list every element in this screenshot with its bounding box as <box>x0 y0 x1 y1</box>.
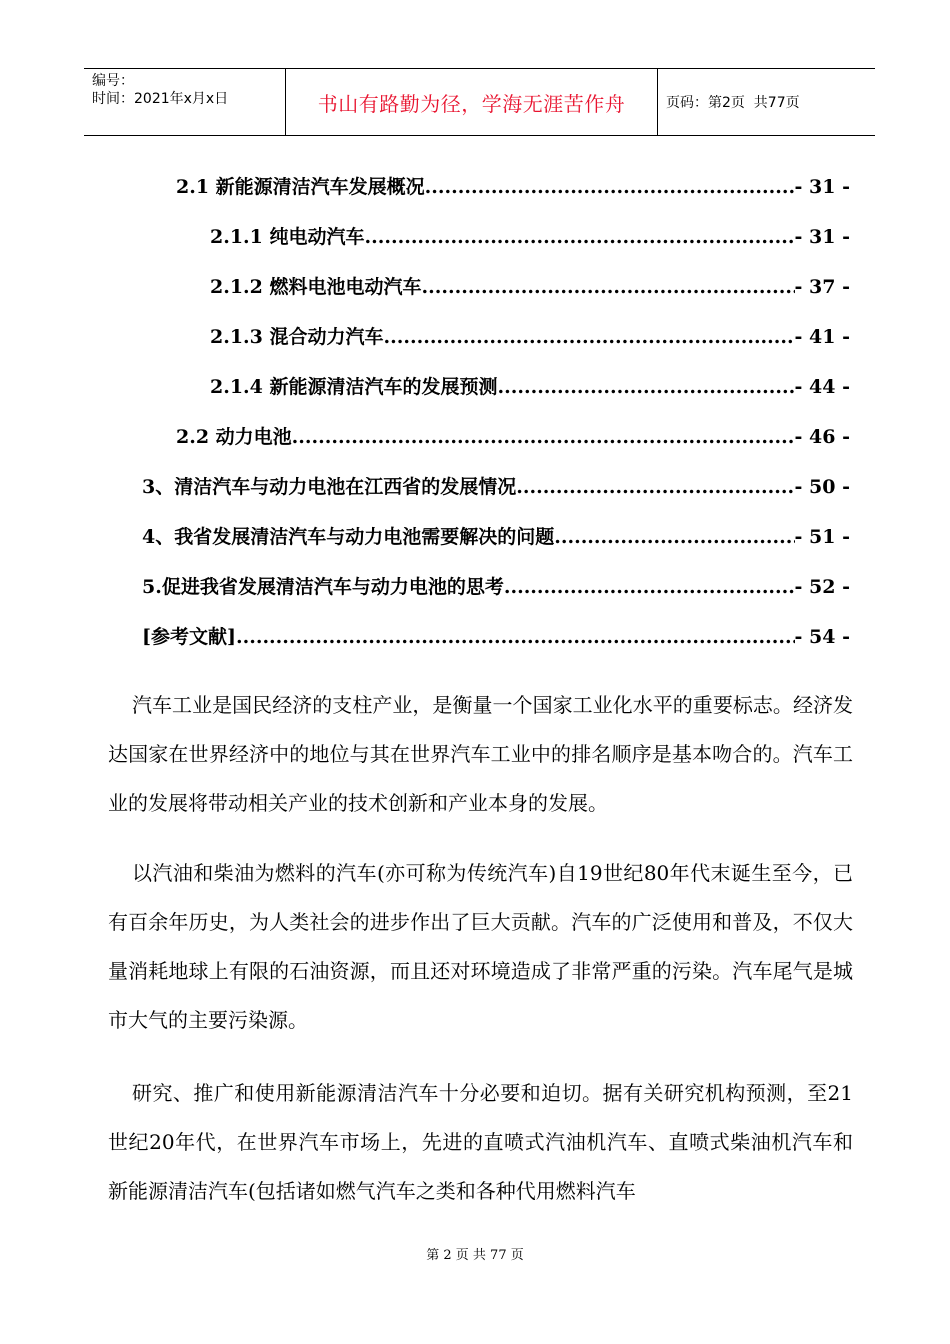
toc-entry-label: 2.1.1 纯电动汽车 <box>210 226 365 248</box>
toc-entry[interactable] <box>142 472 850 498</box>
toc-leader-dots <box>384 326 795 348</box>
document-time-label: 时间：2021年x月x日 <box>92 91 229 107</box>
toc-entry[interactable] <box>210 222 850 248</box>
header-motto: 书山有路勤为径，学海无涯苦作舟 <box>286 69 658 135</box>
toc-entry[interactable] <box>176 422 850 448</box>
toc-entry-page: - 31 - <box>794 226 850 248</box>
toc-leader-dots <box>504 576 795 598</box>
page-header <box>84 68 875 136</box>
toc-leader-dots <box>425 176 795 198</box>
toc-leader-dots <box>498 376 795 398</box>
header-page-info-cell <box>658 69 875 135</box>
toc-entry-label: 4、我省发展清洁汽车与动力电池需要解决的问题 <box>142 526 555 548</box>
toc-leader-dots <box>365 226 795 248</box>
toc-entry[interactable] <box>142 622 850 648</box>
toc-entry[interactable] <box>142 522 850 548</box>
toc-entry-page: - 31 - <box>794 176 850 198</box>
toc-entry-label: 2.2 动力电池 <box>176 426 292 448</box>
header-left-cell <box>84 69 286 135</box>
toc-entry-label: 2.1.4 新能源清洁汽车的发展预测 <box>210 376 498 398</box>
toc-entry-page: - 44 - <box>794 376 850 398</box>
toc-leader-dots <box>292 426 795 448</box>
toc-entry-label: 5.促进我省发展清洁汽车与动力电池的思考 <box>142 576 504 598</box>
header-page-info: 页码：第2页 共77页 <box>666 95 800 111</box>
toc-entry[interactable] <box>142 572 850 598</box>
body-paragraph: 研究、推广和使用新能源清洁汽车十分必要和迫切。据有关研究机构预测，至21世纪20年代，在世界汽车市场上，先进的直喷式汽油机汽车、直喷式柴油机汽车和新能源清洁汽车(包括诸如燃气汽车之类和各种代用燃料汽车 <box>108 1081 853 1203</box>
body-paragraph: 以汽油和柴油为燃料的汽车(亦可称为传统汽车)自19世纪80年代末诞生至今，已有百余年历史，为人类社会的进步作出了巨大贡献。汽车的广泛使用和普及，不仅大量消耗地球上有限的石油资源，而且还对环境造成了非常严重的污染。汽车尾气是城市大气的主要污染源。 <box>108 861 853 1032</box>
toc-entry-label: 2.1.3 混合动力汽车 <box>210 326 384 348</box>
body-paragraph: 汽车工业是国民经济的支柱产业，是衡量一个国家工业化水平的重要标志。经济发达国家在世界经济中的地位与其在世界汽车工业中的排名顺序是基本吻合的。汽车工业的发展将带动相关产业的技术创新和产业本身的发展。 <box>108 693 853 815</box>
toc-entry-page: - 51 - <box>794 526 850 548</box>
document-number-label: 编号： <box>92 73 134 89</box>
toc-entry-label: 2.1.2 燃料电池电动汽车 <box>210 276 422 298</box>
toc-leader-dots <box>422 276 795 298</box>
toc-entry[interactable] <box>176 172 850 198</box>
toc-entry[interactable] <box>210 372 850 398</box>
toc-leader-dots <box>236 626 795 648</box>
toc-entry-page: - 54 - <box>794 626 850 648</box>
toc-leader-dots <box>516 476 794 498</box>
toc-leader-dots <box>554 526 794 548</box>
toc-entry[interactable] <box>210 272 850 298</box>
toc-entry-page: - 41 - <box>794 326 850 348</box>
toc-entry-label: 3、清洁汽车与动力电池在江西省的发展情况 <box>142 476 517 498</box>
toc-entry-page: - 52 - <box>794 576 850 598</box>
toc-entry[interactable] <box>210 322 850 348</box>
page-footer: 第 2 页 共 77 页 <box>426 1248 524 1263</box>
toc-entry-page: - 46 - <box>794 426 850 448</box>
toc-entry-page: - 50 - <box>794 476 850 498</box>
toc-entry-label: [参考文献] <box>142 626 236 648</box>
toc-entry-page: - 37 - <box>794 276 850 298</box>
toc-entry-label: 2.1 新能源清洁汽车发展概况 <box>176 176 425 198</box>
